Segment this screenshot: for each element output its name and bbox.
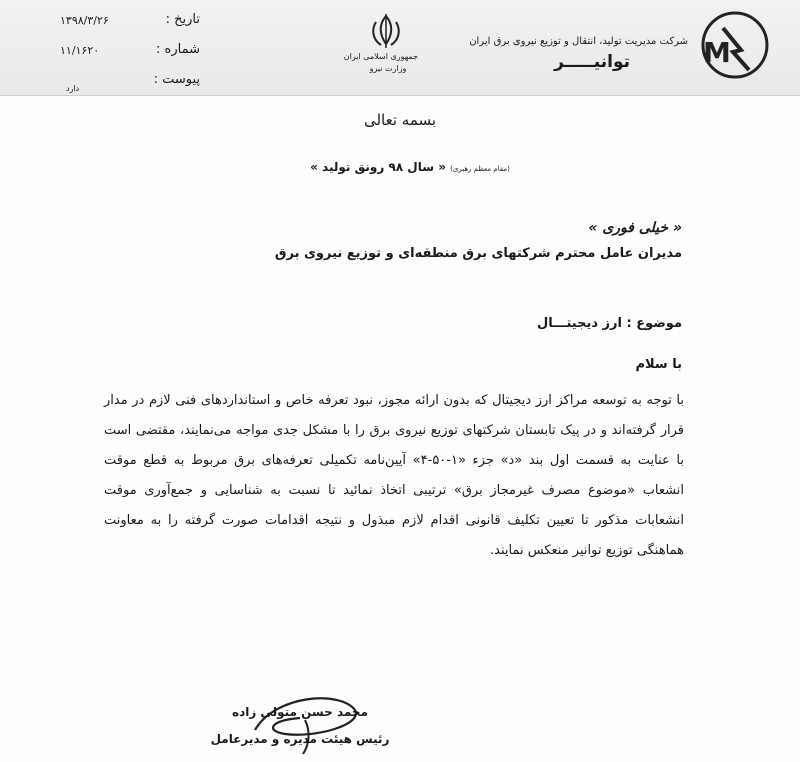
urgency-label: « خیلی فوری » <box>588 220 682 236</box>
date-value: ۱۳۹۸/۳/۲۶ <box>60 14 109 27</box>
ministry-name: وزارت نیرو <box>369 64 407 73</box>
letter-meta-values <box>60 10 140 70</box>
company-brand: توانیـــــر <box>554 52 630 72</box>
signatory-title: رئیس هیئت مدیره و مدیرعامل <box>210 732 390 746</box>
signatory-name: محمد حسن متولی زاده <box>231 705 368 719</box>
year-motto-text: « سال ۹۸ رونق تولید » <box>310 160 446 174</box>
subject-line: موضوع : ارز دیجیتـــال <box>536 316 682 331</box>
year-motto-note: (مقام معظم رهبری) <box>450 165 510 173</box>
date-label: تاریخ : <box>165 12 200 27</box>
number-value: ۱۱/۱۶۲۰ <box>60 44 100 57</box>
logo-letter: M <box>703 36 731 69</box>
number-label: شماره : <box>156 42 200 57</box>
company-name: شرکت مدیریت تولید، انتقال و توزیع نیروی برق ایران <box>469 36 688 47</box>
tavanir-logo-icon <box>693 10 778 80</box>
attachment-note: دارد <box>66 84 80 93</box>
letter-meta-labels <box>140 10 200 100</box>
year-motto <box>280 160 540 174</box>
iran-emblem-icon <box>367 12 405 50</box>
letterhead <box>0 0 800 96</box>
recipient-line: مدیران عامل محترم شرکتهای برق منطقه‌ای و توزیع نیروی برق <box>274 246 682 261</box>
letter-body: با توجه به توسعه مراکز ارز دیجیتال که بدون ارائه مجوز، نبود تعرفه خاص و استانداردهای فنی لازم در مدار قرار گرفته‌اند و در پیک تابستان شرکتهای توزیع نیروی برق را با مشکل جدی مواجه می‌نمایند، مقتضی است با عنایت به قسمت اول بند «د» جزء «۱-۵۰-۴» آیین‌نامه تکمیلی تعرفه‌های برق مربوط به قطع موقت انشعاب «موضوع مصرف غیرمجاز برق» ترتیبی اتخاذ نمائید تا نسبت به شناسایی و جمع‌آوری موقت انشعابات مذکور تا تعیین تکلیف قانونی اقدام لازم مبذول و نتیجه اقدامات صورت گرفته را به معاونت هماهنگی توزیع توانیر منعکس نمایند. <box>104 393 684 558</box>
handwritten-signature-icon <box>245 690 365 758</box>
government-name: جمهوری اسلامی ایران <box>343 52 418 61</box>
attachment-label: پیوست : <box>153 72 200 87</box>
letter-heading: بسمه تعالی <box>363 111 437 129</box>
greeting-line: با سلام <box>635 357 682 372</box>
